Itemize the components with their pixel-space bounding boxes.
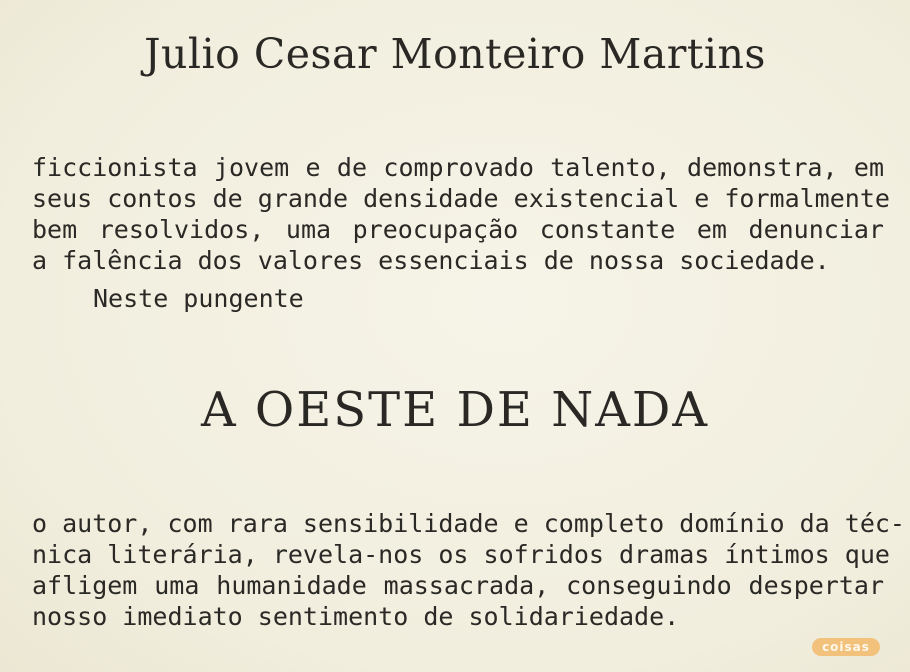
outro-line: nosso imediato sentimento de solidariedade. (32, 602, 680, 631)
intro-continuation: Neste pungente (93, 284, 304, 313)
author-name: Julio Cesar Monteiro Martins (144, 30, 766, 78)
intro-paragraph (32, 152, 890, 276)
outro-line: nica literária, revela-nos os sofridos dramas íntimos que (32, 540, 890, 569)
book-title: A OESTE DE NADA (200, 382, 710, 438)
intro-line: ficcionista jovem e de comprovado talento, demonstra, em (32, 153, 884, 182)
outro-line: o autor, com rara sensibilidade e completo domínio da téc- (32, 509, 905, 538)
intro-line: seus contos de grande densidade existencial e formalmente (32, 184, 890, 213)
outro-paragraph (32, 508, 905, 632)
intro-line: a falência dos valores essenciais de nossa sociedade. (32, 246, 830, 275)
intro-line: bem resolvidos, uma preocupação constante em denunciar (32, 215, 884, 244)
outro-line: afligem uma humanidade massacrada, conseguindo despertar (32, 571, 884, 600)
watermark-logo: coisas (812, 638, 880, 656)
